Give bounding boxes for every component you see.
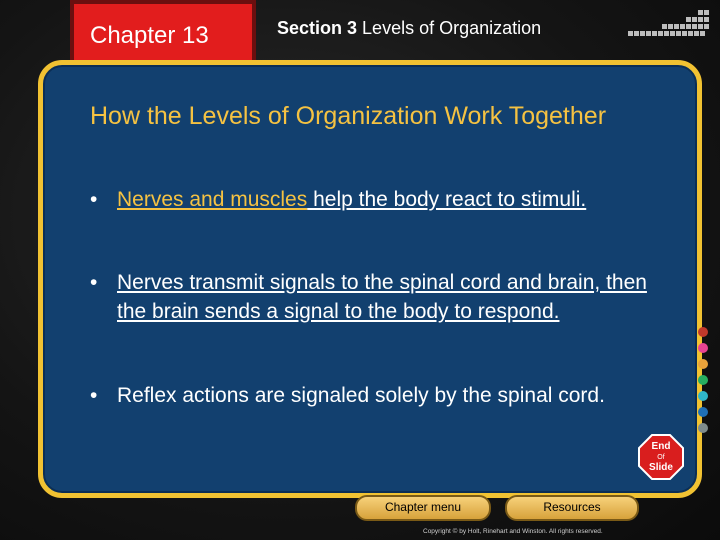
side-dot [698,327,708,337]
side-dot [698,343,708,353]
of-label: Of [657,454,665,461]
section-name: Levels of Organization [362,18,542,38]
decorative-side-dots [698,327,710,439]
bullet-text: Reflex actions are signaled solely by the spinal cord. [117,384,605,407]
side-dot [698,359,708,369]
bullet-text-link[interactable]: Nerves transmit signals to the spinal cord and brain, then the brain sends a signal to the body to respond. [117,271,647,323]
side-dot [698,407,708,417]
side-dot [698,391,708,401]
section-title [277,18,541,39]
glossary-link[interactable]: Nerves and muscles [117,188,308,211]
bullet-item [90,381,650,410]
bullet-text-link[interactable]: help the body react to stimuli. [307,188,587,211]
slide-heading: How the Levels of Organization Work Together [90,102,607,130]
copyright-notice: Copyright © by Holt, Rinehart and Winston. All rights reserved. [423,528,603,535]
bullet-dot: • [90,271,98,294]
resources-button[interactable]: Resources [505,495,639,521]
bullet-dot: • [90,188,98,211]
end-of-slide-button[interactable] [638,434,684,480]
section-number: Section 3 [277,18,358,38]
chapter-menu-button[interactable]: Chapter menu [355,495,491,521]
chapter-label: Chapter 13 [90,22,209,49]
bullet-dot: • [90,384,98,407]
bullet-item [90,268,650,326]
end-label: End [651,441,671,452]
side-dot [698,375,708,385]
bullet-item [90,185,650,214]
slide-label: Slide [649,462,673,473]
side-dot [698,423,708,433]
decorative-dot-grid [628,10,710,44]
